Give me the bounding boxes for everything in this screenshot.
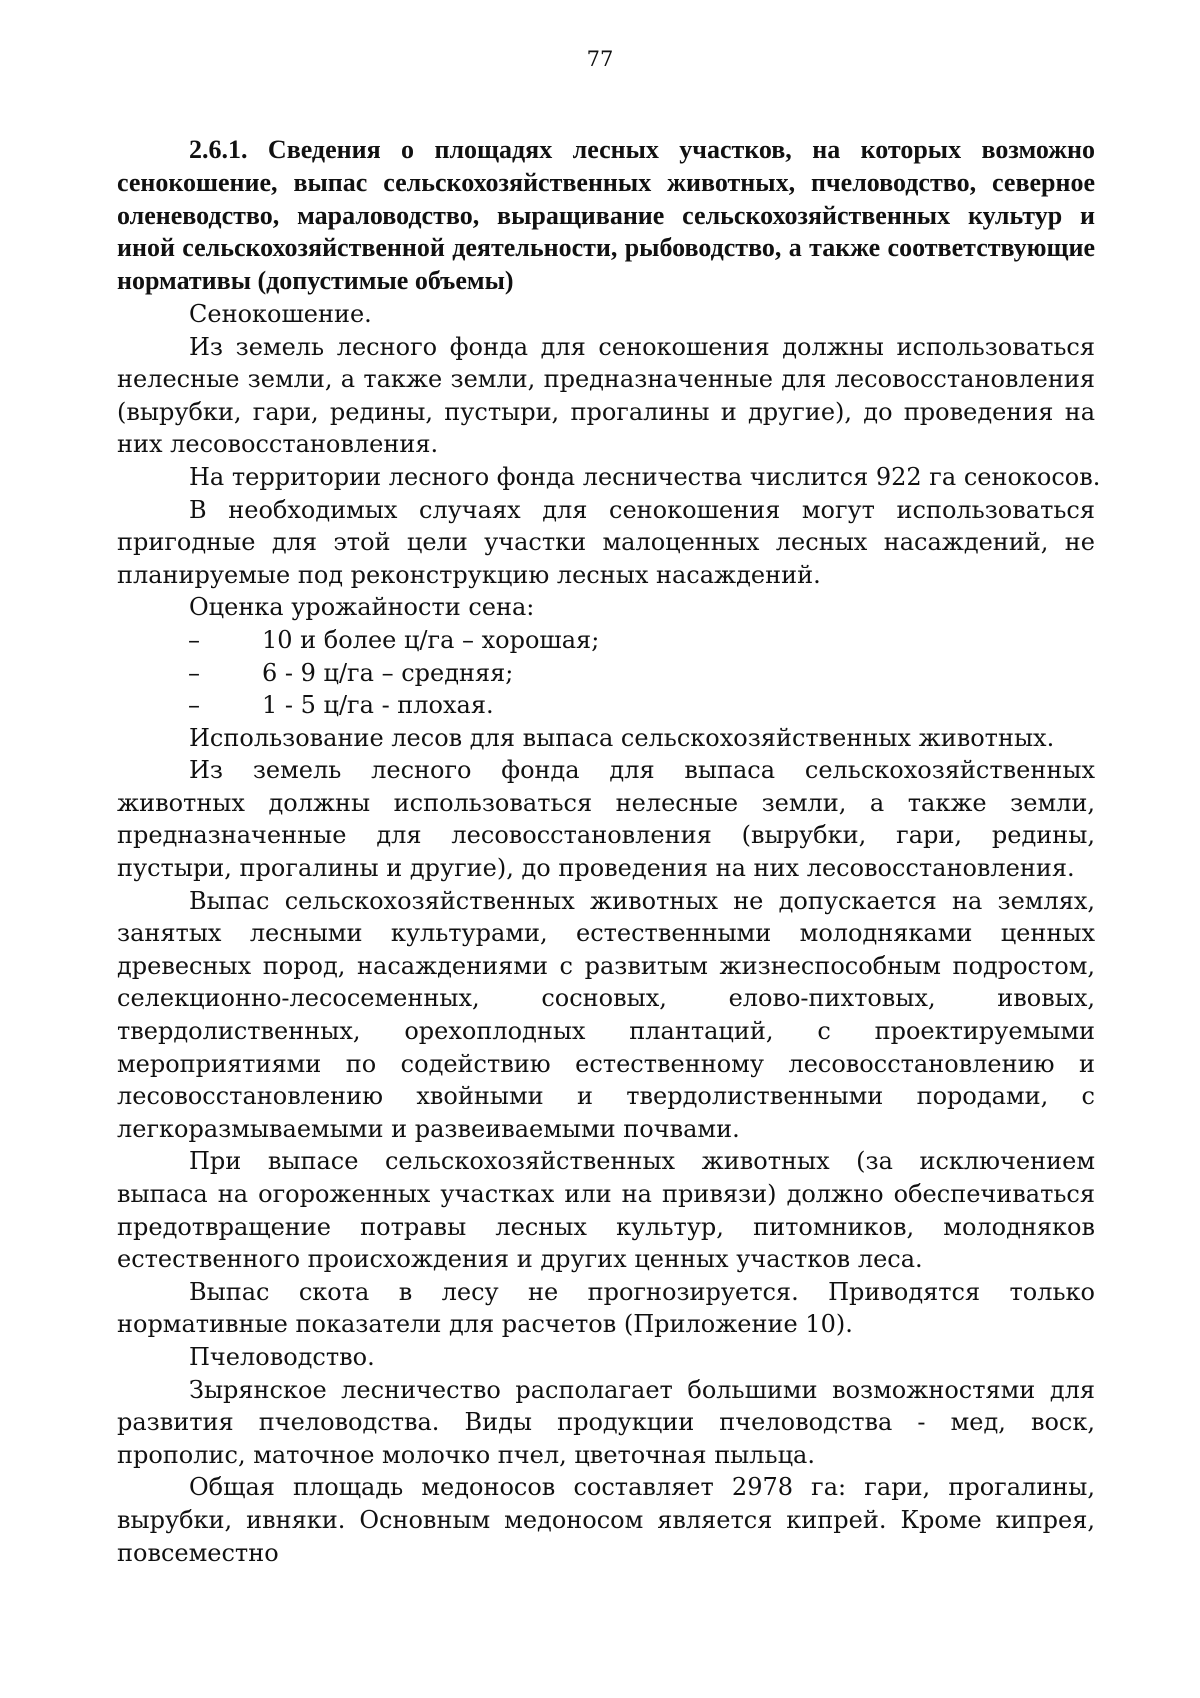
grazing-paragraph-4: Выпас скота в лесу не прогнозируется. Приводятся только нормативные показатели для расчетов (Приложение 10). — [117, 1277, 1095, 1339]
section-heading: 2.6.1. Сведения о площадях лесных участков, на которых возможно сенокошение, выпас сельскохозяйственных животных, пчеловодство, северное оленеводство, мараловодство, выращивание сельскохозяйственных культур и иной сельскохозяйственной деятельности, рыбоводство, а также соответствующие нормативы (допустимые объемы) — [117, 135, 1095, 296]
grazing-paragraph-3: При выпасе сельскохозяйственных животных (за исключением выпаса на огороженных участках или на привязи) должно обеспечиваться предотвращение потравы лесных культур, питомников, молодняков естественного происхождения и других ценных участков леса. — [117, 1147, 1095, 1274]
dash-bullet: – — [188, 658, 200, 687]
dash-bullet: – — [188, 691, 200, 720]
yield-list-item — [117, 689, 1095, 722]
haymaking-paragraph-3: В необходимых случаях для сенокошения могут использоваться пригодные для этой цели участки малоценных лесных насаждений, не планируемые под реконструкцию лесных насаждений. — [117, 495, 1095, 589]
haymaking-paragraph-2: На территории лесного фонда лесничества числится 922 га сенокосов. — [189, 462, 1101, 491]
yield-item-poor: 1 - 5 ц/га - плохая. — [262, 691, 494, 720]
beekeeping-paragraph-1: Зырянское лесничество располагает большими возможностями для развития пчеловодства. Виды продукции пчеловодства - мед, воск, прополис, маточное молочко пчел, цветочная пыльца. — [117, 1375, 1095, 1469]
haymaking-paragraph-1: Из земель лесного фонда для сенокошения должны использоваться нелесные земли, а также земли, предназначенные для лесовосстановления (вырубки, гари, редины, пустыри, прогалины и другие), до проведения на них лесовосстановления. — [117, 332, 1095, 459]
yield-list-item — [117, 624, 1095, 657]
page-number: 77 — [586, 47, 614, 71]
beekeeping-paragraph-2: Общая площадь медоносов составляет 2978 га: гари, прогалины, вырубки, ивняки. Основным медоносом является кипрей. Кроме кипрея, повсеместно — [117, 1473, 1095, 1567]
grazing-paragraph-2: Выпас сельскохозяйственных животных не допускается на землях, занятых лесными культурами, естественными молодняками ценных древесных пород, насаждениями с развитым жизнеспособным подростом, селекционно-лесосеменных, сосновых, елово-пихтовых, ивовых, твердолиственных, орехоплодных плантаций, с проектируемыми мероприятиями по содействию естественному лесовосстановлению и лесовосстановлению хвойными и твердолиственными породами, с легкоразмываемыми и развеиваемыми почвами. — [117, 886, 1095, 1143]
dash-bullet: – — [188, 625, 200, 654]
yield-list-item — [117, 657, 1095, 690]
grazing-paragraph-1: Из земель лесного фонда для выпаса сельскохозяйственных животных должны использоваться нелесные земли, а также земли, предназначенные для лесовосстановления (вырубки, гари, редины, пустыри, прогалины и другие), до проведения на них лесовосстановления. — [117, 756, 1095, 883]
yield-title: Оценка урожайности сена: — [189, 593, 535, 622]
document-body — [117, 134, 1101, 1569]
beekeeping-title: Пчеловодство. — [189, 1342, 375, 1371]
haymaking-title: Сенокошение. — [189, 299, 372, 328]
grazing-title: Использование лесов для выпаса сельскохозяйственных животных. — [189, 723, 1055, 752]
yield-item-medium: 6 - 9 ц/га – средняя; — [262, 658, 514, 687]
yield-item-good: 10 и более ц/га – хорошая; — [262, 625, 600, 654]
